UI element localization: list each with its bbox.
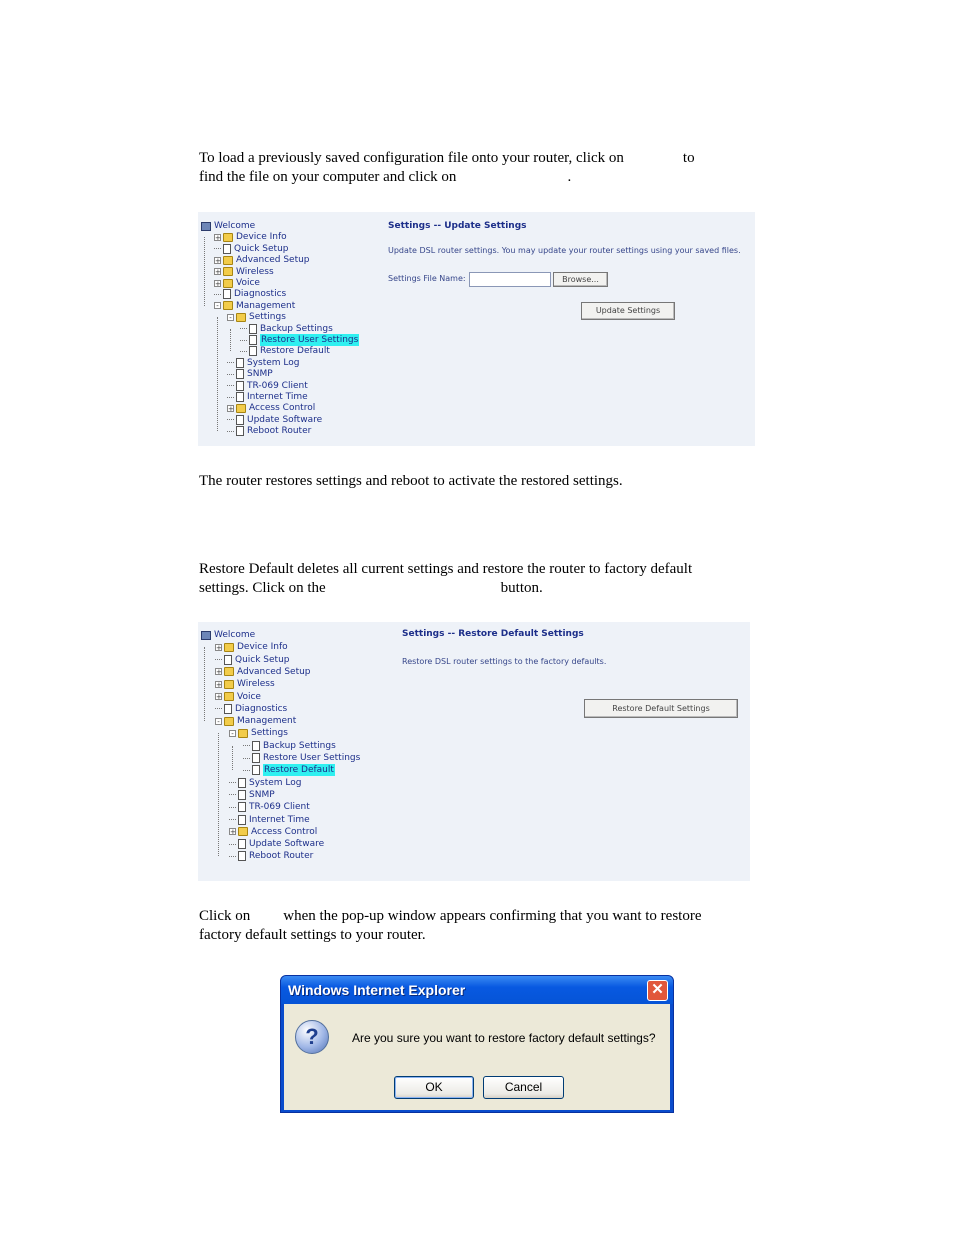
restore-default-screenshot (198, 622, 750, 881)
tree-item-access-control[interactable] (227, 402, 315, 414)
tree-connector (243, 758, 250, 759)
tree-item-label: Access Control (249, 403, 316, 414)
tree-connector (227, 397, 234, 398)
tree-item-system-log[interactable] (227, 357, 300, 369)
tree-item-label: Diagnostics (234, 289, 287, 300)
tree-item-management[interactable] (215, 715, 296, 727)
doc-icon (238, 839, 246, 849)
tree-item-label: Advanced Setup (236, 255, 310, 266)
expand-icon[interactable]: + (216, 693, 222, 701)
tree-connector (243, 770, 250, 771)
folder-icon (223, 256, 233, 265)
expand-icon[interactable]: + (216, 643, 222, 652)
tree-guide-line (218, 733, 219, 856)
tree-item-snmp[interactable] (227, 368, 273, 380)
doc-icon (236, 392, 244, 402)
intro-paragraph: To load a previously saved configuration file onto your router, click on to find the file on your computer and click on . (199, 150, 695, 185)
tree-item-tr-069-client[interactable] (227, 380, 308, 392)
tree-item-label: Restore Default (264, 765, 334, 776)
tree-item-label: Device Info (237, 642, 288, 653)
ok-button[interactable]: OK (394, 1076, 474, 1099)
update-settings-screenshot (198, 212, 755, 446)
update-settings-button[interactable]: Update Settings (581, 302, 675, 320)
expand-icon[interactable]: + (216, 668, 222, 677)
tree-connector (227, 362, 234, 363)
tree-item-device-info[interactable] (215, 641, 288, 653)
collapse-icon[interactable]: - (227, 314, 234, 321)
folder-icon (223, 233, 233, 242)
expand-icon[interactable]: + (228, 404, 234, 413)
tree-item-label: SNMP (247, 369, 273, 380)
tree-item-label: Update Software (247, 414, 323, 425)
tree-item-wireless[interactable] (215, 678, 275, 690)
tree-connector (227, 385, 234, 386)
tree-item-label: Welcome (214, 630, 256, 640)
folder-icon (236, 404, 246, 413)
tree-item-settings[interactable] (227, 311, 286, 323)
tree-item-voice[interactable] (215, 691, 261, 703)
folder-open-icon (236, 313, 246, 322)
tree-connector (240, 328, 247, 329)
tree-item-label: Device Info (236, 232, 287, 243)
browse-button[interactable]: Browse... (553, 272, 608, 287)
tree-item-label: Reboot Router (249, 851, 314, 862)
page-description: Update DSL router settings. You may update your router settings using your saved files. (388, 246, 741, 255)
tree-item-backup-settings[interactable] (240, 323, 333, 335)
tree-item-label: TR-069 Client (249, 802, 310, 813)
expand-icon[interactable]: + (216, 680, 222, 689)
folder-icon (223, 267, 233, 276)
tree-guide-line (230, 329, 231, 352)
tree-connector (227, 374, 234, 375)
tree-connector (215, 708, 222, 709)
doc-icon (238, 815, 246, 825)
folder-icon (238, 827, 248, 836)
dialog-message: Are you sure you want to restore factory default settings? (352, 1031, 656, 1045)
tree-item-voice[interactable] (214, 277, 260, 289)
tree-item-quick-setup[interactable] (215, 654, 290, 666)
tree-item-label: Wireless (237, 679, 275, 690)
dialog-body (284, 1004, 670, 1110)
tree-item-reboot-router[interactable] (229, 850, 313, 862)
collapse-icon[interactable]: - (229, 730, 236, 737)
tree-item-wireless[interactable] (214, 266, 274, 278)
doc-icon (223, 244, 231, 254)
restore-note: The router restores settings and reboot to activate the restored settings. (199, 473, 623, 489)
question-icon: ? (295, 1020, 329, 1054)
folder-icon (223, 279, 233, 288)
doc-icon (223, 289, 231, 299)
tree-item-welcome[interactable] (201, 220, 255, 232)
settings-file-label: Settings File Name: (388, 274, 466, 283)
expand-icon[interactable]: + (215, 268, 221, 277)
doc-icon (238, 778, 246, 788)
collapse-icon[interactable]: - (215, 718, 222, 725)
tree-connector (229, 856, 236, 857)
confirm-paragraph: Click on when the pop-up window appears confirming that you want to restore factory default settings to your router. (199, 908, 702, 943)
tree-connector (214, 248, 221, 249)
doc-icon (249, 346, 257, 356)
tree-item-label: Diagnostics (235, 703, 288, 714)
doc-icon (224, 704, 232, 714)
tree-connector (215, 659, 222, 660)
folder-icon (224, 643, 234, 652)
tree-item-label: Advanced Setup (237, 666, 311, 677)
restore-default-paragraph: Restore Default deletes all current settings and restore the router to factory default settings. Click on the button. (199, 561, 693, 596)
tree-item-tr-069-client[interactable] (229, 801, 310, 813)
tree-item-diagnostics[interactable] (214, 288, 286, 300)
tree-item-diagnostics[interactable] (215, 703, 287, 715)
tree-item-label: Wireless (236, 266, 274, 277)
tree-item-label: Quick Setup (234, 243, 289, 254)
dialog-titlebar (281, 976, 673, 1004)
page-description: Restore DSL router settings to the factory defaults. (402, 657, 607, 666)
doc-icon (249, 335, 257, 345)
tree-item-label: Restore Default (260, 346, 330, 357)
folder-open-icon (223, 301, 233, 310)
cancel-button[interactable]: Cancel (483, 1076, 564, 1099)
tree-item-label: Management (237, 716, 297, 727)
tree-item-settings[interactable] (229, 727, 288, 739)
restore-default-settings-button[interactable]: Restore Default Settings (584, 699, 738, 718)
expand-icon[interactable]: + (215, 233, 221, 242)
doc-icon (238, 851, 246, 861)
expand-icon[interactable]: + (215, 279, 221, 288)
tree-item-label: Restore User Settings (263, 753, 361, 763)
doc-icon (236, 369, 244, 379)
tree-item-label: Settings (251, 728, 288, 739)
tree-item-label: Backup Settings (260, 323, 333, 334)
tree-connector (214, 294, 221, 295)
doc-icon (252, 741, 260, 751)
close-icon[interactable]: ✕ (647, 980, 668, 1001)
tree-guide-line (204, 647, 205, 721)
tree-item-label: Update Software (249, 839, 325, 850)
tree-connector (243, 745, 250, 746)
tree-item-restore-user-settings[interactable] (243, 752, 360, 764)
folder-icon (224, 680, 234, 689)
tree-item-update-software[interactable] (229, 838, 324, 850)
tree-connector (227, 419, 234, 420)
tree-item-update-software[interactable] (227, 414, 322, 426)
pc-icon (201, 222, 211, 231)
expand-icon[interactable]: + (215, 256, 221, 265)
tree-item-label: Internet Time (247, 392, 308, 402)
intro-line-2: find the file on your computer and click on (199, 169, 457, 185)
tree-item-label: System Log (247, 357, 300, 368)
tree-item-label: Restore User Settings (261, 335, 359, 345)
doc-icon (236, 381, 244, 391)
tree-item-restore-user-settings[interactable] (240, 334, 359, 346)
tree-connector (229, 819, 236, 820)
tree-item-quick-setup[interactable] (214, 243, 289, 255)
tree-item-backup-settings[interactable] (243, 740, 336, 752)
tree-item-welcome[interactable] (201, 629, 255, 641)
tree-connector (227, 431, 234, 432)
tree-item-internet-time[interactable] (229, 814, 310, 826)
tree-connector (240, 340, 247, 341)
settings-file-input[interactable] (469, 272, 551, 287)
page-title: Settings -- Update Settings (388, 221, 527, 231)
tree-item-restore-default[interactable] (240, 345, 330, 357)
tree-item-label: Backup Settings (263, 740, 336, 751)
doc-icon (238, 802, 246, 812)
tree-item-advanced-setup[interactable] (214, 254, 310, 266)
expand-icon[interactable]: + (230, 828, 236, 837)
tree-item-access-control[interactable] (229, 826, 317, 838)
tree-item-label: Reboot Router (247, 426, 312, 437)
doc-icon (252, 765, 260, 775)
tree-item-label: Voice (237, 691, 261, 702)
tree-item-system-log[interactable] (229, 777, 302, 789)
tree-item-device-info[interactable] (214, 231, 287, 243)
tree-item-label: Management (236, 300, 296, 311)
tree-item-advanced-setup[interactable] (215, 666, 311, 678)
collapse-icon[interactable]: - (214, 302, 221, 309)
folder-open-icon (238, 729, 248, 738)
tree-item-label: Internet Time (249, 814, 310, 825)
tree-item-reboot-router[interactable] (227, 425, 311, 437)
confirm-dialog (280, 975, 674, 1113)
tree-connector (229, 807, 236, 808)
tree-connector (229, 844, 236, 845)
doc-icon (236, 358, 244, 368)
tree-item-label: System Log (249, 777, 302, 788)
doc-icon (236, 415, 244, 425)
tree-item-snmp[interactable] (229, 789, 275, 801)
dialog-title: Windows Internet Explorer (288, 982, 466, 998)
pc-icon (201, 631, 211, 640)
page-title: Settings -- Restore Default Settings (402, 629, 584, 639)
tree-item-label: Access Control (251, 826, 318, 837)
intro-line-1: To load a previously saved configuration file onto your router, click on (199, 150, 624, 166)
tree-connector (229, 782, 236, 783)
tree-item-label: SNMP (249, 789, 275, 800)
tree-item-label: Welcome (214, 221, 256, 231)
tree-connector (229, 794, 236, 795)
tree-connector (240, 351, 247, 352)
folder-open-icon (224, 717, 234, 726)
tree-item-label: Quick Setup (235, 654, 290, 665)
doc-icon (249, 324, 257, 334)
doc-icon (252, 753, 260, 763)
tree-item-management[interactable] (214, 300, 295, 312)
tree-guide-line (232, 746, 233, 771)
tree-item-label: Settings (249, 312, 286, 323)
folder-icon (224, 692, 234, 701)
tree-item-restore-default[interactable] (243, 764, 335, 776)
tree-item-label: Voice (236, 278, 260, 288)
tree-item-label: TR-069 Client (247, 380, 308, 391)
tree-guide-line (217, 317, 218, 431)
folder-icon (224, 667, 234, 676)
tree-item-internet-time[interactable] (227, 391, 308, 403)
tree-guide-line (204, 237, 205, 305)
doc-icon (236, 426, 244, 436)
doc-icon (224, 655, 232, 665)
doc-icon (238, 790, 246, 800)
